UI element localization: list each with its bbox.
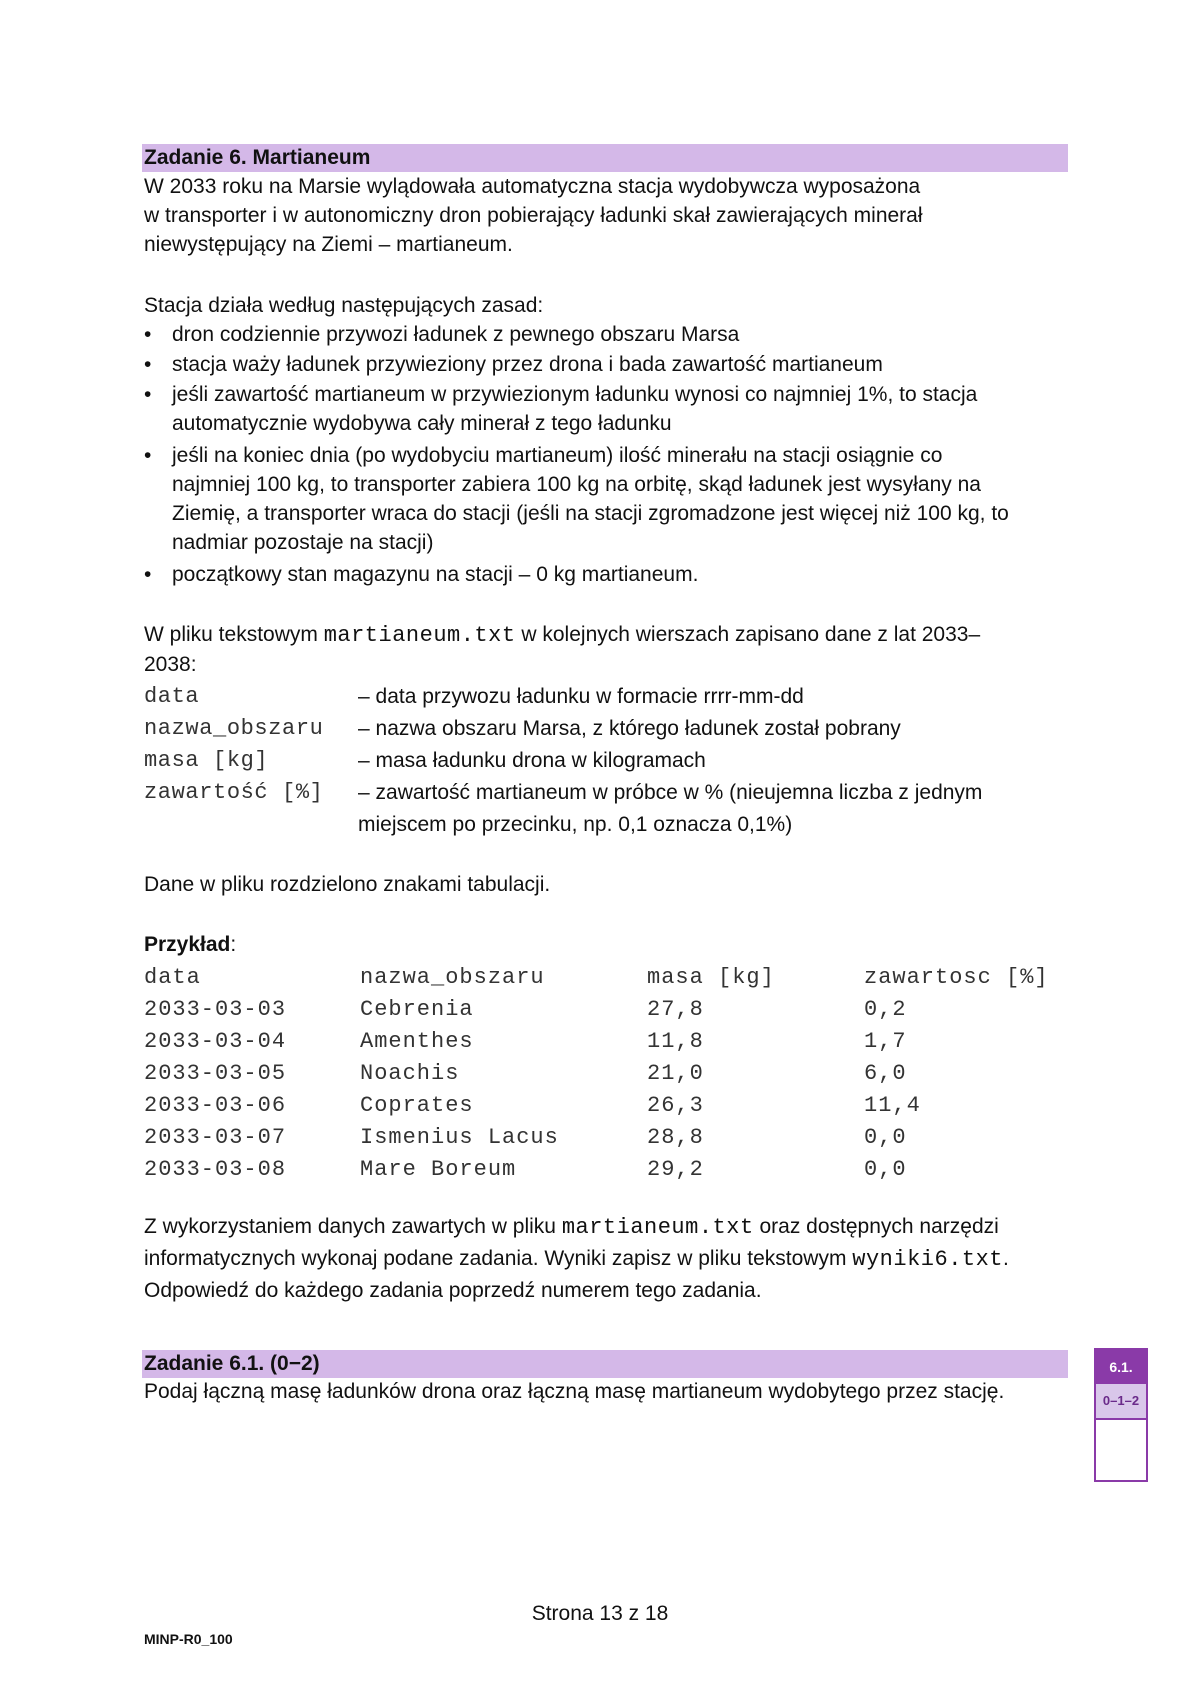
intro-line-3: niewystępujący na Ziemi – martianeum.	[144, 233, 513, 256]
separator-note: Dane w pliku rozdzielono znakami tabulacji.	[144, 873, 551, 896]
field-code: data	[144, 684, 200, 709]
instructions-line-1: Z wykorzystaniem danych zawartych w pliku martianeum.txt oraz dostępnych narzędzi	[144, 1215, 999, 1240]
example-label: Przykład:	[144, 933, 237, 956]
instructions-line-2: informatycznych wykonaj podane zadania. Wyniki zapisz w pliku tekstowym wyniki6.txt.	[144, 1247, 1009, 1272]
subtask-header: Zadanie 6.1. (0−2)	[142, 1350, 1068, 1378]
bullet-icon	[144, 560, 172, 589]
field-code: masa [kg]	[144, 748, 269, 773]
score-box	[1094, 1348, 1148, 1482]
bullet-icon	[144, 441, 172, 470]
score-box-points: 0–1–2	[1096, 1384, 1146, 1420]
file-intro-line-1: W pliku tekstowym martianeum.txt w kolejnych wierszach zapisano dane z lat 2033–	[144, 623, 981, 648]
file-intro-line-2: 2038:	[144, 653, 197, 676]
file-name: martianeum.txt	[323, 623, 516, 648]
score-box-label: 6.1.	[1096, 1350, 1146, 1384]
field-desc: miejscem po przecinku, np. 0,1 oznacza 0,1%)	[358, 813, 793, 836]
bullet-icon	[144, 320, 172, 349]
exam-page: Zadanie 6. Martianeum W 2033 roku na Marsie wylądowała automatyczna stacja wydobywcza wyposażona w transporter i w autonomiczny dron pobierający ładunki skał zawierających minerał niewystępujący na Ziemi – martianeum. Stacja działa według następujących zasad: • dron codziennie przywozi ładunek z pewnego obszaru Marsa • stacja waży ładunek przywieziony przez drona i bada zawartość martianeum • jeśli zawartość martianeum w przywiezionym ładunku wynosi co najmniej 1%, to stacja automatycznie wydobywa cały minerał z tego ładunku • jeśli na koniec dnia (po wydobyciu martianeum) ilość minerału na stacji osiągnie co najmniej 100 kg, to transporter zabiera 100 kg na orbitę, skąd ładunek jest wysyłany na Ziemię, a transporter wraca do stacji (jeśli na stacji zgromadzone jest więcej niż 100 kg, to nadmiar pozostaje na stacji) • początkowy stan magazynu na stacji – 0 kg martianeum. W pliku tekstowym martianeum.txt w kolejnych wierszach zapisano dane z lat 2033– 2038: data – data przywozu ładunku w formacie rrrr-mm-dd nazwa_obszaru – nazwa obszaru Marsa, z którego ładunek został pobrany masa [kg] – masa ładunku drona w kilogramach zawartość [%] – zawartość martianeum w próbce w % (nieujemna liczba z jednym miejscem po przecinku, np. 0,1 oznacza 0,1%) Dane w pliku rozdzielono znakami tabulacji. Przykład: data nazwa_obszaru masa [kg] zawartosc [%] 2033-03-03 Cebrenia 27,8 0,2 2033-03-04 Amenthes 11,8 1,7 2033-03-05 Noachis 21,0 6,0 2033-03-06 Coprates 26,3 11,4 2033-03-07 Ismenius Lacus 28,8 0,0 2033-03-08 Mare Boreum 29,2 0,0 Z wykorzystaniem danych zawartych w pliku martianeum.txt oraz dostępnych narzędzi informatycznych wykonaj podane zadania. Wyniki zapisz w pliku tekstowym wyniki6.txt. Odpowiedź do każdego zadania poprzedź numerem tego zadania. Zadanie 6.1. (0−2) Podaj łączną masę ładunków drona oraz łączną masę martianeum wydobytego przez stację. 6.1. 0–1–2 Strona 13 z 18 MINP-R0_100	[0, 0, 1200, 1697]
page-number: Strona 13 z 18	[531, 1602, 669, 1625]
exam-code: MINP-R0_100	[144, 1631, 233, 1647]
bullet-icon	[144, 350, 172, 379]
field-desc: – zawartość martianeum w próbce w % (nieujemna liczba z jednym	[358, 781, 983, 804]
field-code: zawartość [%]	[144, 780, 324, 805]
rules-heading: Stacja działa według następujących zasad:	[144, 294, 544, 317]
field-code: nazwa_obszaru	[144, 716, 324, 741]
intro-line-1: W 2033 roku na Marsie wylądowała automatyczna stacja wydobywcza wyposażona	[144, 175, 921, 198]
file-name: martianeum.txt	[561, 1215, 754, 1240]
field-desc: – nazwa obszaru Marsa, z którego ładunek został pobrany	[358, 717, 901, 740]
field-desc: – masa ładunku drona w kilogramach	[358, 749, 706, 772]
subtask-text: Podaj łączną masę ładunków drona oraz łączną masę martianeum wydobytego przez stację.	[144, 1380, 1005, 1403]
bullet-icon	[144, 380, 172, 409]
instructions-line-3: Odpowiedź do każdego zadania poprzedź numerem tego zadania.	[144, 1279, 762, 1302]
intro-line-2: w transporter i w autonomiczny dron pobierający ładunki skał zawierających minerał	[144, 204, 923, 227]
task-header: Zadanie 6. Martianeum	[142, 144, 1068, 172]
output-file-name: wyniki6.txt	[852, 1247, 1004, 1272]
field-desc: – data przywozu ładunku w formacie rrrr-mm-dd	[358, 685, 804, 708]
